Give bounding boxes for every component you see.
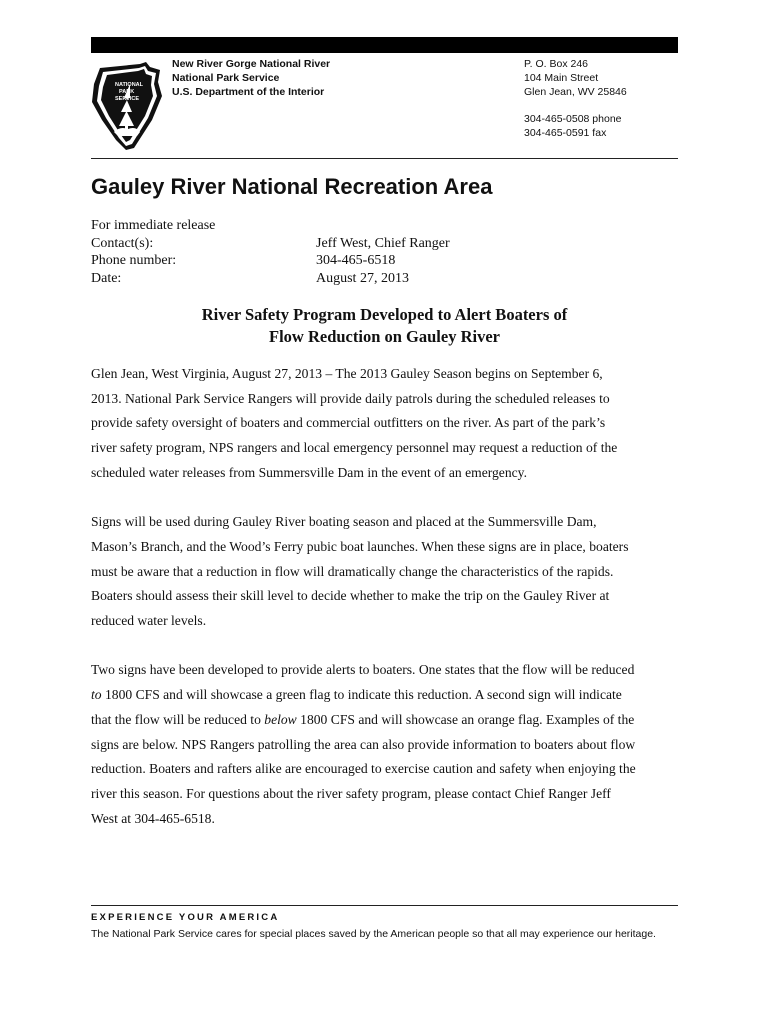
p3-line: reduction. Boaters and rafters alike are encouraged to exercise caution and safety when enjoying the [91,761,636,777]
phone-line: 304-465-0508 phone [524,113,622,125]
paragraph-1 [91,362,678,486]
logo-text-service: SERVICE [115,96,140,102]
contact-value: Jeff West, Chief Ranger [316,235,450,251]
address-street: 104 Main Street [524,72,599,84]
p2-line: reduced water levels. [91,613,207,629]
document-title: Gauley River National Recreation Area [91,174,493,199]
p3-emphasis-to: to [91,687,102,703]
p3-emphasis-below: below [264,711,297,727]
phone-row [91,252,450,270]
press-release-headline [91,304,678,348]
logo-text-national: NATIONAL [115,82,144,88]
p3-line: 1800 CFS and will showcase an orange flag. Examples of the [296,711,635,727]
headline-line-2: Flow Reduction on Gauley River [269,327,500,346]
logo-text-park: PARK [119,89,135,95]
address-po-box: P. O. Box 246 [524,58,589,70]
contact-row [91,235,450,253]
p3-line: West at 304-465-6518. [91,810,215,826]
org-line-park: New River Gorge National River [172,58,331,70]
p3-line: signs are below. NPS Rangers patrolling the area can also provide information to boaters about flow [91,736,636,752]
release-body [91,362,678,856]
header-divider [91,158,678,159]
phone-label: Phone number: [91,253,177,268]
org-line-service: National Park Service [172,72,280,84]
p1-line: 2013. National Park Service Rangers will provide daily patrols during the scheduled releases to [91,390,610,406]
headline-line-1: River Safety Program Developed to Alert Boaters of [201,305,568,324]
fax-line: 304-465-0591 fax [524,127,607,139]
paragraph-2 [91,510,678,634]
org-line-department: U.S. Department of the Interior [172,86,325,98]
footer-statement: The National Park Service cares for special places saved by the American people so that all may experience our heritage. [91,928,656,940]
p3-line: that the flow will be reduced to [91,711,265,727]
letterhead-address [524,57,627,140]
release-note: For immediate release [91,218,216,233]
p1-line: river safety program, NPS rangers and local emergency personnel may request a reduction of the [91,440,618,456]
nps-arrowhead-logo [90,62,164,150]
date-label: Date: [91,270,122,286]
contact-label: Contact(s): [91,235,154,251]
top-black-bar [91,37,678,53]
p3-line: Two signs have been developed to provide alerts to boaters. One states that the flow will be reduced [91,662,635,678]
p1-line: Glen Jean, West Virginia, August 27, 2013 – The 2013 Gauley Season begins on September 6, [91,366,603,381]
p2-line: Signs will be used during Gauley River boating season and placed at the Summersville Dam, [91,514,597,530]
p3-line: river this season. For questions about the river safety program, please contact Chief Ranger Jeff [91,785,611,801]
address-city: Glen Jean, WV 25846 [524,86,627,98]
p2-line: must be aware that a reduction in flow will dramatically change the characteristics of the rapids. [91,563,614,579]
p1-line: scheduled water releases from Summersville Dam in the event of an emergency. [91,464,527,480]
phone-value: 304-465-6518 [316,253,396,268]
paragraph-3 [91,658,678,831]
date-value: August 27, 2013 [316,270,409,286]
p2-line: Mason’s Branch, and the Wood’s Ferry pubic boat launches. When these signs are in place, boaters [91,538,629,554]
letterhead-organization [172,57,330,99]
footer-divider [91,905,678,906]
contact-block [91,217,450,287]
p1-line: provide safety oversight of boaters and commercial outfitters on the river. As part of the park’s [91,415,606,431]
footer-tagline: EXPERIENCE YOUR AMERICA [91,912,280,923]
p2-line: Boaters should assess their skill level to decide whether to make the trip on the Gauley River at [91,588,610,604]
date-row [91,270,450,288]
p3-line: 1800 CFS and will showcase a green flag to indicate this reduction. A second sign will indicate [101,687,622,703]
